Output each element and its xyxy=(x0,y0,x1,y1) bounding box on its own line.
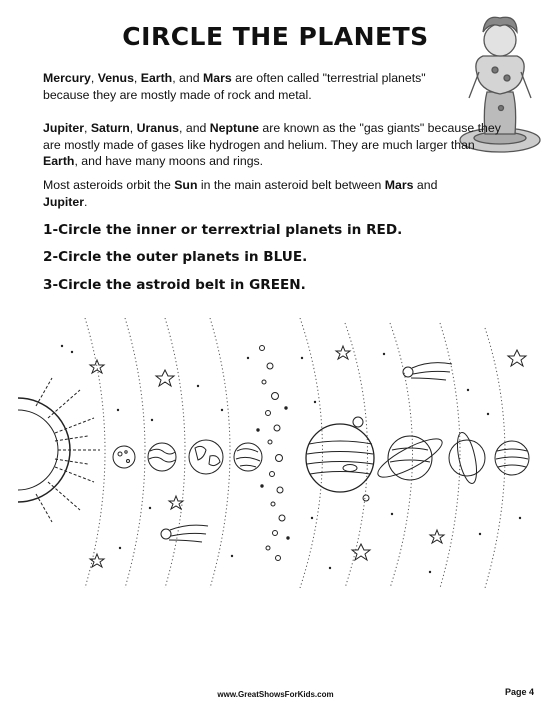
text-segment: Jupiter xyxy=(43,194,84,209)
venus xyxy=(148,443,176,471)
text-segment: Most asteroids orbit the xyxy=(43,178,175,192)
saturn xyxy=(374,432,447,483)
text-segment: . xyxy=(84,194,88,209)
sun xyxy=(18,378,100,522)
text-segment: in the main asteroid belt between xyxy=(197,178,385,192)
instruction-3: 3-Circle the astroid belt in GREEN. xyxy=(43,277,306,293)
comet xyxy=(403,363,452,380)
text-segment: are often called "terrestrial planets" because they are mostly made of rock and metal. xyxy=(43,71,426,102)
text-segment: , xyxy=(90,71,98,85)
asteroid-belt-paragraph xyxy=(43,177,443,210)
text-segment: Neptune xyxy=(209,121,259,135)
text-segment: , and xyxy=(172,71,203,85)
text-segment: Earth xyxy=(43,154,75,168)
text-segment: Saturn xyxy=(90,121,130,135)
neptune xyxy=(495,441,529,475)
instruction-2: 2-Circle the outer planets in BLUE. xyxy=(43,249,308,265)
text-segment: Uranus xyxy=(136,121,180,135)
text-segment: Mars xyxy=(384,178,414,192)
footer-website: www.GreatShowsForKids.com xyxy=(217,690,334,699)
text-segment: Venus xyxy=(97,71,134,85)
text-segment: and xyxy=(413,178,438,192)
text-segment: Earth xyxy=(140,71,173,85)
text-segment: , xyxy=(84,121,91,135)
text-segment: Mars xyxy=(202,71,232,85)
text-segment: , and xyxy=(179,121,210,135)
text-segment: , xyxy=(129,121,137,135)
mercury xyxy=(113,446,135,468)
solar-system-diagram xyxy=(0,318,551,588)
text-segment: Mercury xyxy=(43,71,91,85)
comet xyxy=(161,525,208,542)
text-segment: Jupiter xyxy=(43,121,84,135)
stars xyxy=(90,346,526,567)
page-number: Page 4 xyxy=(504,687,534,697)
text-segment: Sun xyxy=(174,178,198,192)
terrestrial-planets-paragraph xyxy=(43,70,443,103)
text-segment: , and have many moons and rings. xyxy=(74,154,264,168)
page-title: CIRCLE THE PLANETS xyxy=(122,22,429,51)
mars xyxy=(234,443,262,471)
orbit-lines xyxy=(85,318,505,588)
jupiter xyxy=(306,417,374,501)
text-segment: , xyxy=(133,71,141,85)
instruction-1: 1-Circle the inner or terrextrial planets in RED. xyxy=(43,222,403,238)
uranus xyxy=(449,431,485,485)
text-segment: are known as the "gas giants" because they are mostly made of gases like hydrogen and helium. They are much larger than xyxy=(43,121,501,152)
earth xyxy=(189,440,223,474)
gas-giants-paragraph xyxy=(43,120,513,170)
